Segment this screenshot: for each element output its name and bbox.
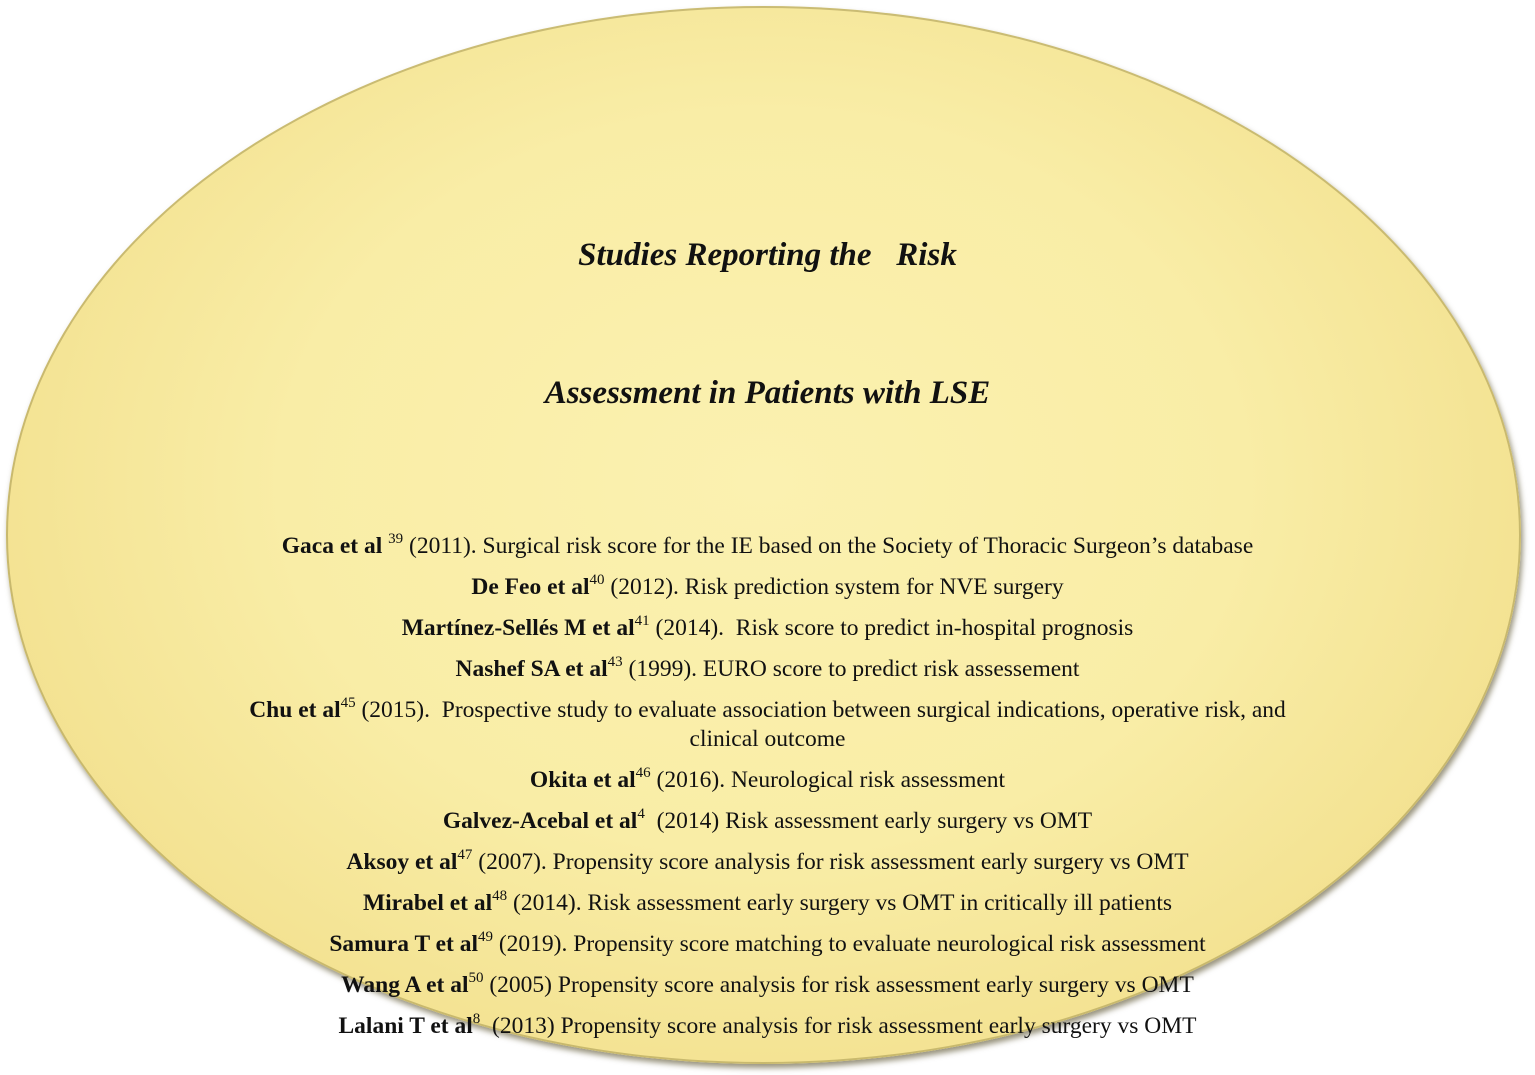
- study-item: [230, 971, 1305, 1000]
- study-reference: 45: [340, 695, 356, 712]
- study-author: Chu et al: [249, 697, 341, 723]
- title-line-2: Assessment in Patients with LSE: [544, 375, 991, 411]
- study-author: Wang A et al: [341, 972, 469, 998]
- study-reference: 8: [472, 1011, 481, 1028]
- study-reference: 46: [635, 765, 651, 782]
- study-reference: 48: [492, 888, 508, 905]
- study-item: [230, 573, 1305, 602]
- study-item: [230, 696, 1305, 754]
- study-reference: 43: [607, 654, 623, 671]
- study-item: [230, 1012, 1305, 1041]
- study-description: (2011). Surgical risk score for the IE based on the Society of Thoracic Surgeon’s database: [403, 533, 1254, 559]
- study-author: Lalani T et al: [338, 1013, 473, 1039]
- study-reference: 4: [637, 806, 645, 823]
- study-author: Gaca et al: [281, 533, 383, 559]
- study-description: (1999). EURO score to predict risk assessement: [622, 656, 1080, 682]
- study-item: [230, 532, 1305, 561]
- study-description: (2014) Risk assessment early surgery vs OMT: [644, 808, 1093, 834]
- study-description: (2015). Prospective study to evaluate association between surgical indications, operative risk, and clinical outcome: [355, 697, 1292, 752]
- study-author: Nashef SA et al: [455, 656, 608, 682]
- study-author: Mirabel et al: [362, 890, 493, 916]
- oval-content: [230, 140, 1305, 1053]
- study-description: (2014). Risk score to predict in-hospital prognosis: [649, 615, 1134, 641]
- diagram-title: [230, 140, 1305, 508]
- study-description: (2012). Risk prediction system for NVE surgery: [604, 574, 1064, 600]
- study-author: Galvez-Acebal et al: [442, 808, 638, 834]
- study-description: (2019). Propensity score matching to evaluate neurological risk assessment: [492, 931, 1206, 957]
- study-description: (2005) Propensity score analysis for risk assessment early surgery vs OMT: [483, 972, 1194, 998]
- study-reference: 40: [589, 572, 605, 589]
- study-item: [230, 766, 1305, 795]
- study-description: (2013) Propensity score analysis for risk assessment early surgery vs OMT: [480, 1013, 1197, 1039]
- study-description: (2014). Risk assessment early surgery vs OMT in critically ill patients: [507, 890, 1173, 916]
- study-item: [230, 807, 1305, 836]
- study-author: Okita et al: [529, 767, 636, 793]
- study-reference: 49: [477, 929, 493, 946]
- study-reference: 47: [457, 847, 473, 864]
- study-author: Aksoy et al: [346, 849, 458, 875]
- study-list: [230, 532, 1305, 1041]
- study-item: [230, 889, 1305, 918]
- study-item: [230, 930, 1305, 959]
- study-author: Samura T et al: [329, 931, 478, 957]
- study-author: De Feo et al: [471, 574, 590, 600]
- study-author: Martínez-Sellés M et al: [401, 615, 635, 641]
- study-item: [230, 848, 1305, 877]
- study-item: [230, 655, 1305, 684]
- study-reference: 41: [634, 613, 650, 630]
- study-description: (2016). Neurological risk assessment: [650, 767, 1006, 793]
- study-item: [230, 614, 1305, 643]
- study-description: (2007). Propensity score analysis for risk assessment early surgery vs OMT: [472, 849, 1189, 875]
- study-reference: 50: [468, 970, 484, 987]
- study-reference: 39: [388, 531, 404, 548]
- title-line-1: Studies Reporting the Risk: [578, 237, 957, 273]
